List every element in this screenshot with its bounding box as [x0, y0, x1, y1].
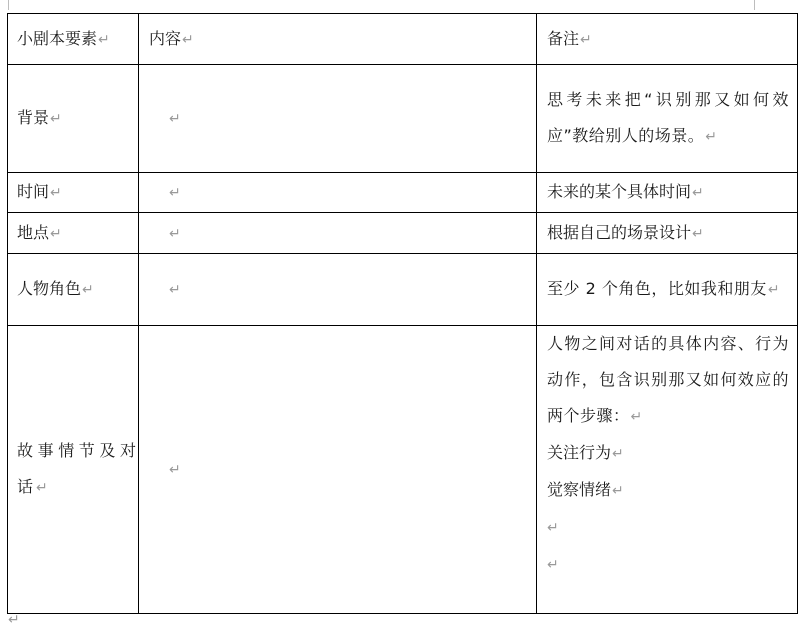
element-cell-characters[interactable] [8, 254, 139, 326]
crop-mark-left [8, 0, 9, 10]
note-cell-time[interactable] [537, 173, 798, 213]
paragraph-mark-icon: ↵ [692, 225, 704, 242]
element-label: 时间 [17, 182, 50, 201]
element-cell-time[interactable] [8, 173, 139, 213]
paragraph-mark-icon: ↵ [767, 282, 781, 298]
element-label: 背景 [17, 108, 50, 127]
table-row-background [8, 65, 798, 173]
paragraph-mark-icon: ↵ [50, 111, 62, 127]
note-text: 未来的某个具体时间 [547, 182, 692, 201]
note-cell-characters[interactable] [537, 254, 798, 326]
header-cell-elements[interactable] [8, 14, 139, 65]
note-cell-location[interactable] [537, 213, 798, 254]
note-cell-background[interactable] [537, 65, 798, 173]
paragraph-mark-icon: ↵ [36, 480, 50, 496]
note-cell-plot-dialogue[interactable] [537, 326, 798, 614]
paragraph-mark-icon: ↵ [82, 282, 94, 298]
note-paragraph [547, 546, 789, 583]
table-header-row [8, 14, 798, 65]
crop-mark-right [754, 0, 755, 10]
note-text: 至少 2 个角色，比如我和朋友 [547, 279, 767, 298]
element-label: 故事情节及对话 [17, 441, 138, 496]
element-cell-background[interactable] [8, 65, 139, 173]
table-row-plot-dialogue [8, 326, 798, 614]
paragraph-mark-icon: ↵ [169, 225, 181, 242]
content-cell-plot-dialogue[interactable] [139, 326, 537, 614]
paragraph-mark-icon: ↵ [630, 409, 643, 425]
content-cell-time[interactable] [139, 173, 537, 213]
element-label: 地点 [17, 222, 50, 242]
element-cell-location[interactable] [8, 213, 139, 254]
paragraph-mark-icon: ↵ [50, 185, 62, 201]
header-cell-content[interactable] [139, 14, 537, 65]
paragraph-mark-icon: ↵ [169, 185, 181, 201]
note-paragraph [547, 435, 789, 472]
element-label: 人物角色 [17, 279, 82, 298]
note-text: 觉察情绪 [547, 480, 612, 499]
document-end-paragraph-mark-icon: ↵ [8, 612, 20, 628]
content-cell-location[interactable] [139, 213, 537, 254]
paragraph-mark-icon: ↵ [705, 129, 718, 145]
paragraph-mark-icon: ↵ [580, 31, 592, 48]
paragraph-mark-icon: ↵ [98, 31, 110, 48]
paragraph-mark-icon: ↵ [547, 520, 559, 536]
paragraph-mark-icon: ↵ [612, 483, 624, 499]
table-row-time [8, 173, 798, 213]
paragraph-mark-icon: ↵ [169, 111, 181, 127]
paragraph-mark-icon: ↵ [50, 225, 62, 242]
element-cell-plot-dialogue[interactable] [8, 326, 139, 614]
table-row-location [8, 213, 798, 254]
content-cell-background[interactable] [139, 65, 537, 173]
note-paragraph [547, 472, 789, 509]
paragraph-mark-icon: ↵ [169, 462, 181, 478]
note-text: 思考未来把“识别那又如何效应”教给别人的场景。 [547, 90, 789, 145]
note-text: 根据自己的场景设计 [547, 222, 692, 242]
header-notes-label: 备注 [547, 28, 580, 48]
note-paragraph [547, 509, 789, 546]
script-elements-table [7, 13, 798, 614]
header-content-label: 内容 [149, 28, 182, 48]
paragraph-mark-icon: ↵ [692, 185, 704, 201]
note-text: 关注行为 [547, 443, 612, 462]
header-elements-label: 小剧本要素 [17, 28, 98, 48]
paragraph-mark-icon: ↵ [547, 557, 559, 573]
paragraph-mark-icon: ↵ [612, 446, 624, 462]
table-row-characters [8, 254, 798, 326]
note-text: 人物之间对话的具体内容、行为动作，包含识别那又如何效应的两个步骤： [547, 334, 789, 425]
header-cell-notes[interactable] [537, 14, 798, 65]
paragraph-mark-icon: ↵ [169, 282, 181, 298]
content-cell-characters[interactable] [139, 254, 537, 326]
note-paragraph [547, 326, 789, 435]
paragraph-mark-icon: ↵ [182, 31, 194, 48]
